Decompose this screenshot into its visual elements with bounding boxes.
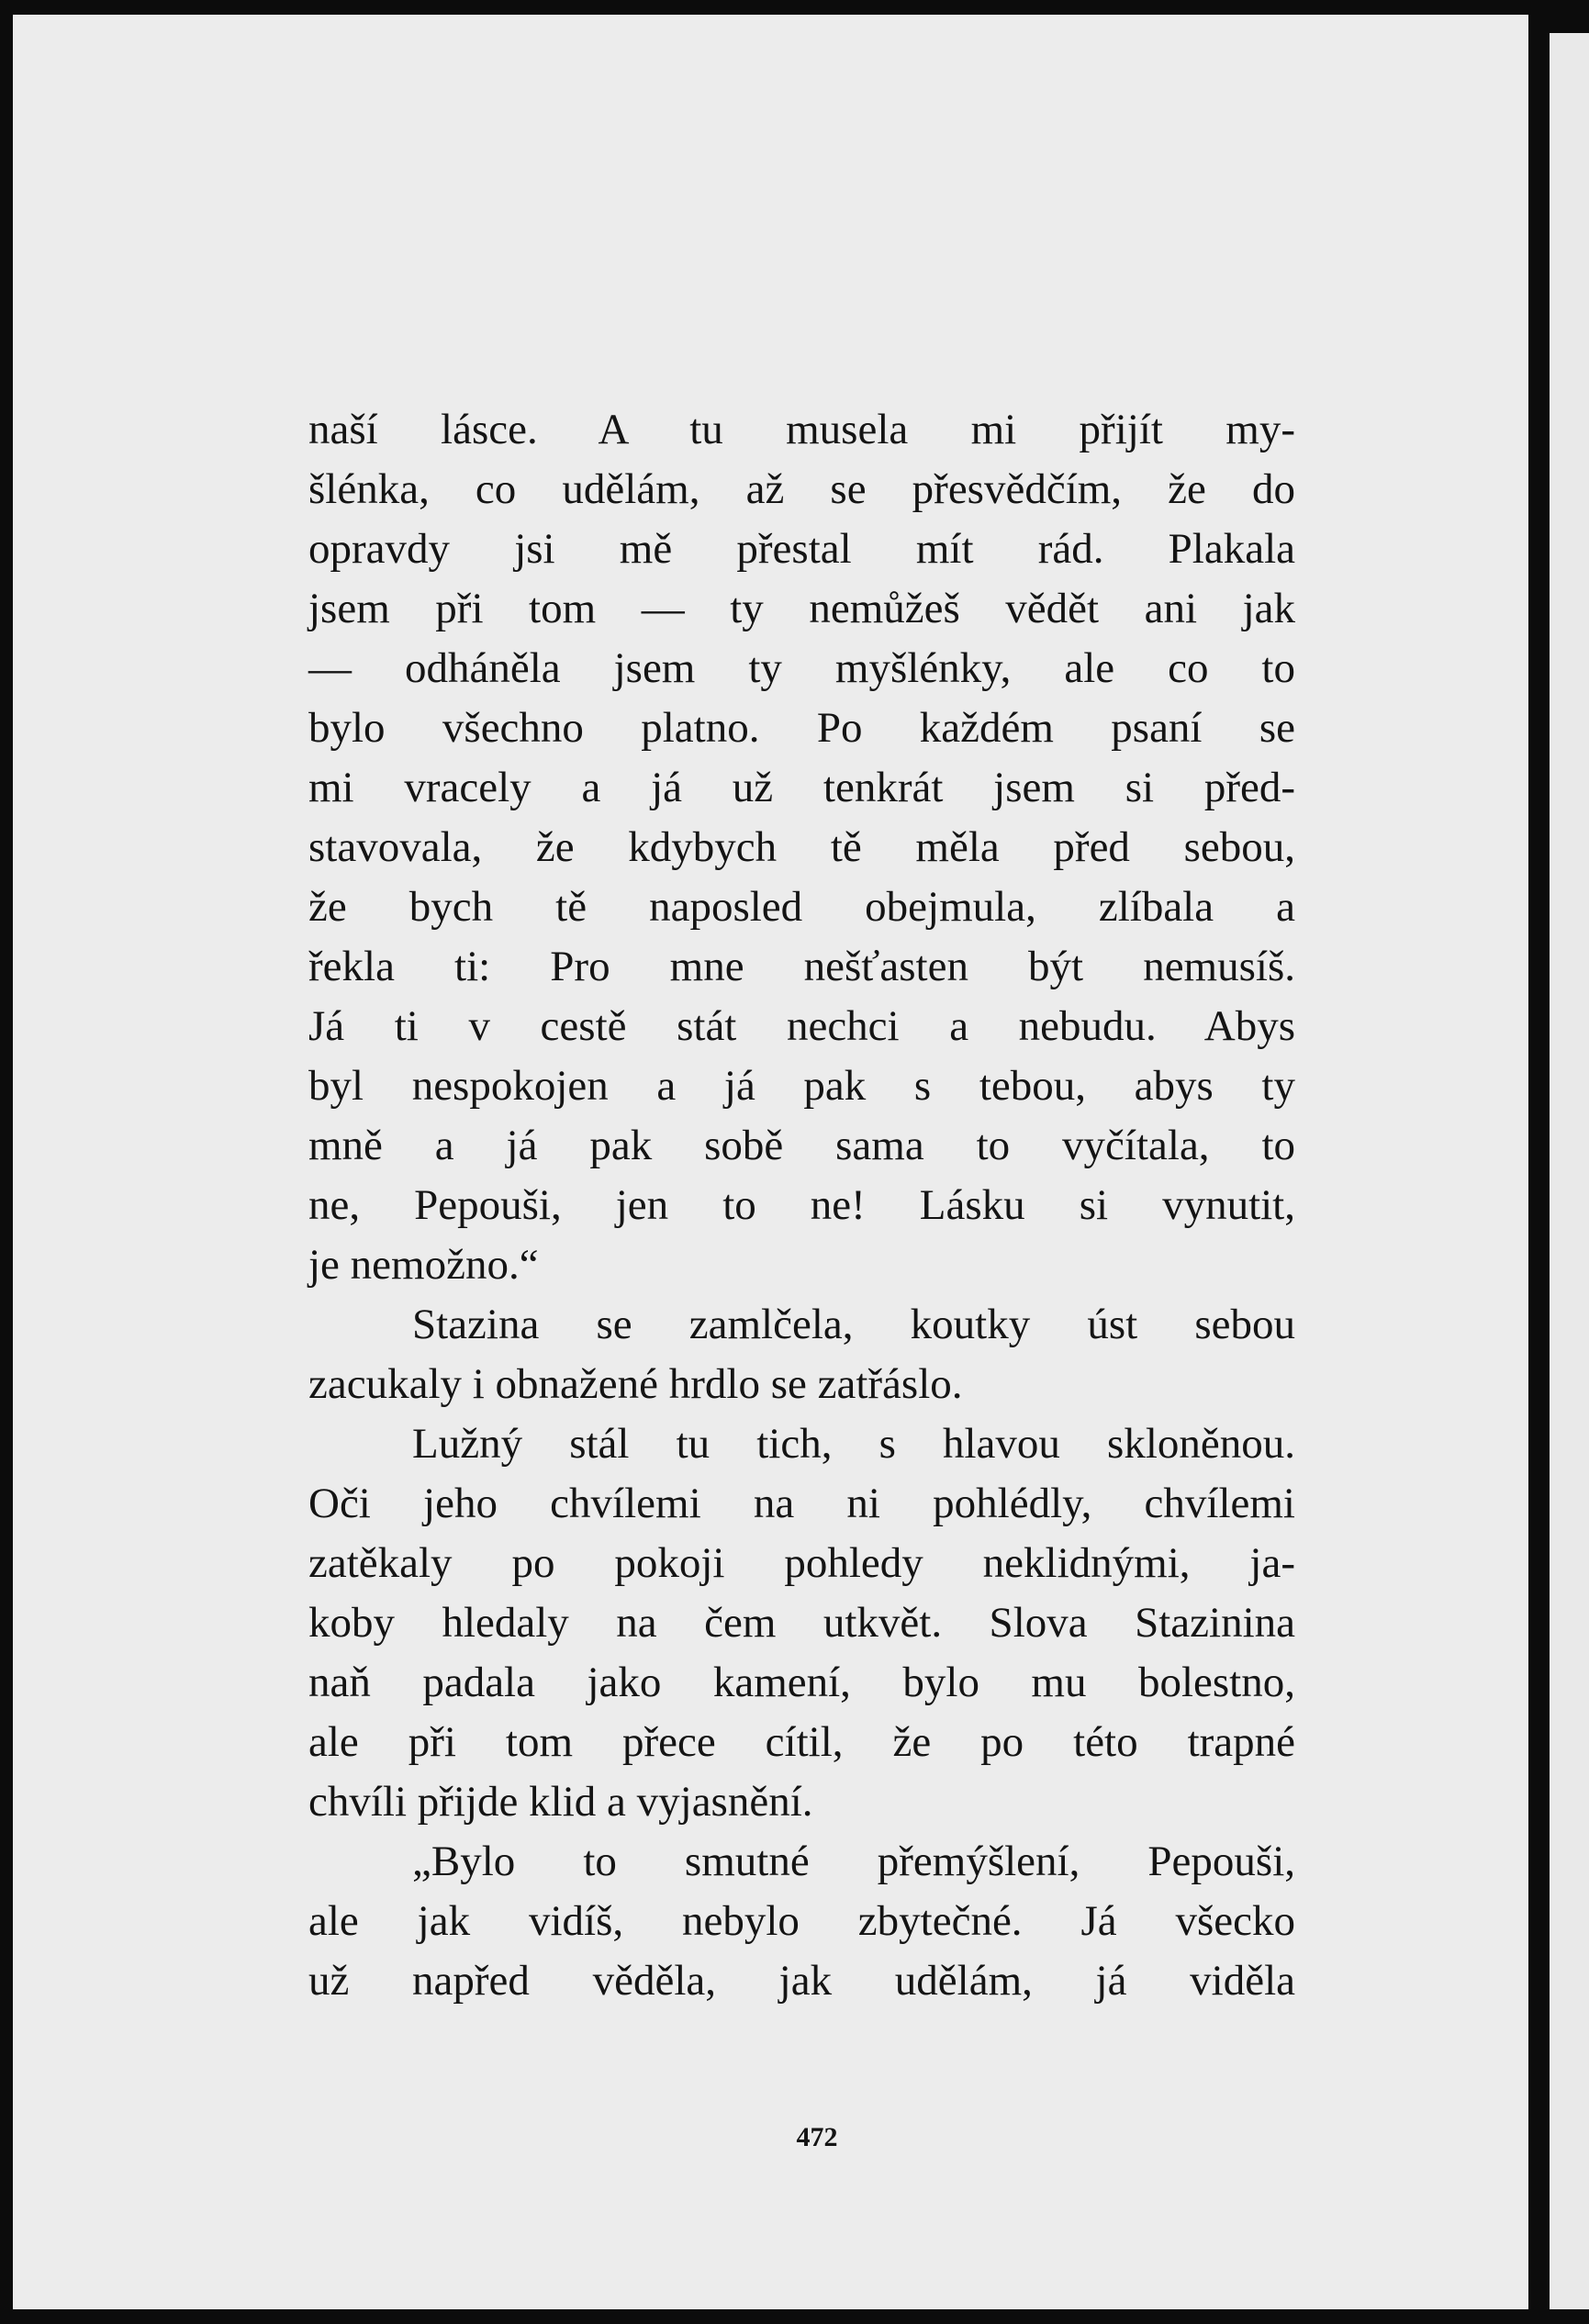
text-line: stavovala, že kdybych tě měla před sebou, — [308, 823, 1295, 871]
text-line: naší lásce. A tu musela mi přijít my- — [308, 406, 1295, 453]
text-line: bylo všechno platno. Po každém psaní se — [308, 704, 1295, 752]
text-line: koby hledaly na čem utkvět. Slova Stazinina — [308, 1599, 1295, 1647]
adjacent-page-edge — [1550, 33, 1589, 2309]
text-line: Stazina se zamlčela, koutky úst sebou — [412, 1301, 1295, 1348]
text-line: už napřed věděla, jak udělám, já viděla — [308, 1957, 1295, 2005]
text-line: Já ti v cestě stát nechci a nebudu. Abys — [308, 1002, 1295, 1050]
text-line: že bych tě naposled obejmula, zlíbala a — [308, 883, 1295, 931]
text-line: mně a já pak sobě sama to vyčítala, to — [308, 1122, 1295, 1169]
text-line: naň padala jako kamení, bylo mu bolestno, — [308, 1659, 1295, 1706]
text-line: zatěkaly po pokoji pohledy neklidnými, ja- — [308, 1539, 1295, 1587]
text-line: ale při tom přece cítil, že po této trapné — [308, 1718, 1295, 1766]
text-line: mi vracely a já už tenkrát jsem si před- — [308, 764, 1295, 811]
page-number: 472 — [796, 2122, 838, 2152]
page-text — [308, 400, 1295, 2011]
text-line: řekla ti: Pro mne nešťasten být nemusíš. — [308, 943, 1295, 990]
text-line: zacukaly i obnažené hrdlo se zatřáslo. — [308, 1360, 963, 1408]
text-line: šlénka, co udělám, až se přesvědčím, že do — [308, 465, 1295, 513]
text-line: je nemožno.“ — [308, 1241, 539, 1289]
text-line: opravdy jsi mě přestal mít rád. Plakala — [308, 525, 1295, 573]
text-line: jsem při tom — ty nemůžeš vědět ani jak — [308, 585, 1295, 632]
text-line: „Bylo to smutné přemýšlení, Pepouši, — [412, 1838, 1295, 1885]
text-line: ne, Pepouši, jen to ne! Lásku si vynutit, — [308, 1181, 1295, 1229]
text-line: Oči jeho chvílemi na ni pohlédly, chvílemi — [308, 1480, 1295, 1527]
text-line: — odháněla jsem ty myšlénky, ale co to — [308, 644, 1295, 692]
text-line: ale jak vidíš, nebylo zbytečné. Já všecko — [308, 1897, 1295, 1945]
text-line: Lužný stál tu tich, s hlavou skloněnou. — [412, 1420, 1295, 1468]
text-line: chvíli přijde klid a vyjasnění. — [308, 1778, 813, 1826]
text-line: byl nespokojen a já pak s tebou, abys ty — [308, 1062, 1295, 1110]
